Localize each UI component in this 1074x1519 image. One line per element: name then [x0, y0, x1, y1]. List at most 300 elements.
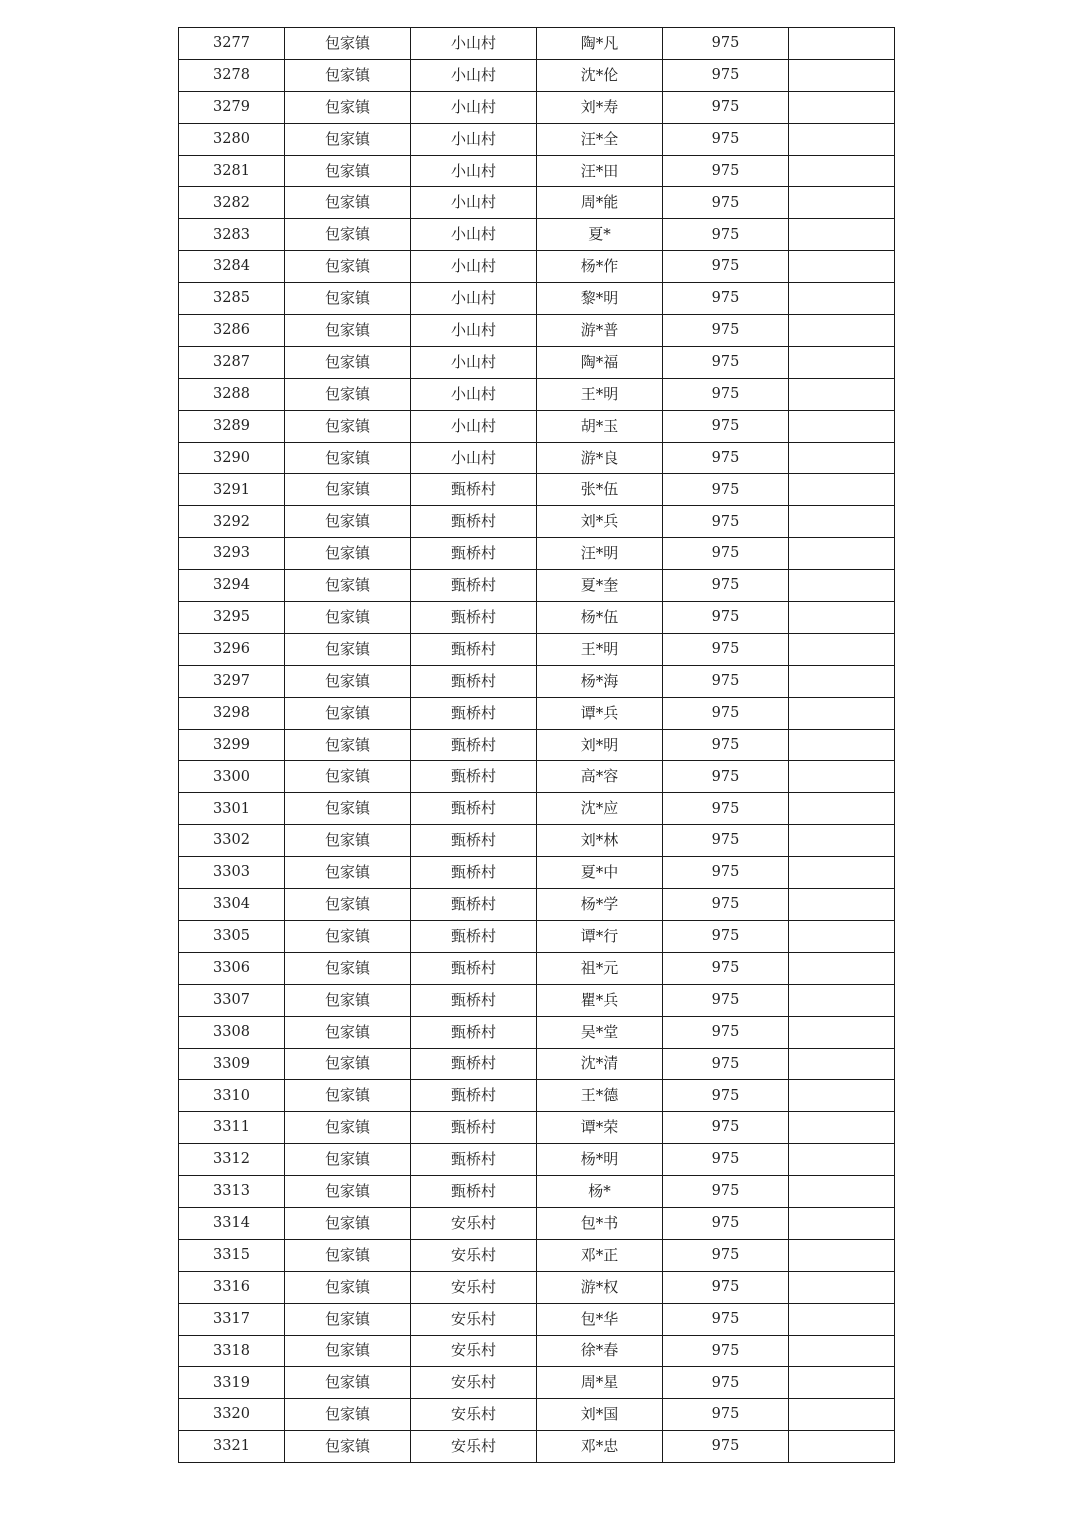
town-cell: 包家镇: [285, 793, 411, 825]
serial-number-cell: 3293: [179, 538, 285, 570]
table-row: [179, 251, 895, 283]
name-cell: 汪*明: [537, 538, 663, 570]
amount-cell: 975: [663, 665, 789, 697]
serial-number-cell: 3303: [179, 857, 285, 889]
serial-number-cell: 3301: [179, 793, 285, 825]
village-cell: 小山村: [411, 315, 537, 347]
table-row: [179, 1207, 895, 1239]
serial-number-cell: 3289: [179, 410, 285, 442]
name-cell: 刘*明: [537, 729, 663, 761]
name-cell: 游*良: [537, 442, 663, 474]
serial-number-cell: 3284: [179, 251, 285, 283]
serial-number-cell: 3315: [179, 1239, 285, 1271]
serial-number-cell: 3304: [179, 889, 285, 921]
amount-cell: 975: [663, 251, 789, 283]
serial-number-cell: 3298: [179, 697, 285, 729]
village-cell: 甄桥村: [411, 920, 537, 952]
village-cell: 甄桥村: [411, 506, 537, 538]
table-row: [179, 474, 895, 506]
name-cell: 汪*全: [537, 123, 663, 155]
amount-cell: 975: [663, 28, 789, 60]
amount-cell: 975: [663, 538, 789, 570]
serial-number-cell: 3291: [179, 474, 285, 506]
amount-cell: 975: [663, 283, 789, 315]
name-cell: 瞿*兵: [537, 984, 663, 1016]
village-cell: 安乐村: [411, 1239, 537, 1271]
town-cell: 包家镇: [285, 729, 411, 761]
village-cell: 甄桥村: [411, 474, 537, 506]
amount-cell: 975: [663, 602, 789, 634]
table-row: [179, 1239, 895, 1271]
name-cell: 杨*: [537, 1176, 663, 1208]
name-cell: 杨*伍: [537, 602, 663, 634]
village-cell: 小山村: [411, 251, 537, 283]
table-row: [179, 123, 895, 155]
town-cell: 包家镇: [285, 506, 411, 538]
amount-cell: 975: [663, 1176, 789, 1208]
name-cell: 沈*伦: [537, 59, 663, 91]
name-cell: 高*容: [537, 761, 663, 793]
note-cell: [789, 1016, 895, 1048]
serial-number-cell: 3280: [179, 123, 285, 155]
serial-number-cell: 3308: [179, 1016, 285, 1048]
note-cell: [789, 346, 895, 378]
village-cell: 小山村: [411, 410, 537, 442]
name-cell: 沈*清: [537, 1048, 663, 1080]
amount-cell: 975: [663, 570, 789, 602]
serial-number-cell: 3286: [179, 315, 285, 347]
note-cell: [789, 1431, 895, 1463]
serial-number-cell: 3282: [179, 187, 285, 219]
table-row: [179, 219, 895, 251]
name-cell: 杨*明: [537, 1144, 663, 1176]
town-cell: 包家镇: [285, 602, 411, 634]
name-cell: 刘*兵: [537, 506, 663, 538]
serial-number-cell: 3300: [179, 761, 285, 793]
town-cell: 包家镇: [285, 442, 411, 474]
table-row: [179, 665, 895, 697]
serial-number-cell: 3318: [179, 1335, 285, 1367]
amount-cell: 975: [663, 1431, 789, 1463]
note-cell: [789, 889, 895, 921]
town-cell: 包家镇: [285, 889, 411, 921]
village-cell: 安乐村: [411, 1431, 537, 1463]
table-row: [179, 506, 895, 538]
village-cell: 甄桥村: [411, 538, 537, 570]
village-cell: 小山村: [411, 123, 537, 155]
note-cell: [789, 474, 895, 506]
town-cell: 包家镇: [285, 1271, 411, 1303]
amount-cell: 975: [663, 825, 789, 857]
amount-cell: 975: [663, 187, 789, 219]
village-cell: 安乐村: [411, 1303, 537, 1335]
town-cell: 包家镇: [285, 570, 411, 602]
serial-number-cell: 3305: [179, 920, 285, 952]
village-cell: 甄桥村: [411, 570, 537, 602]
name-cell: 包*书: [537, 1207, 663, 1239]
amount-cell: 975: [663, 920, 789, 952]
note-cell: [789, 825, 895, 857]
amount-cell: 975: [663, 857, 789, 889]
roster-table: [178, 27, 895, 1463]
village-cell: 小山村: [411, 283, 537, 315]
village-cell: 甄桥村: [411, 602, 537, 634]
serial-number-cell: 3309: [179, 1048, 285, 1080]
note-cell: [789, 1144, 895, 1176]
amount-cell: 975: [663, 729, 789, 761]
name-cell: 祖*元: [537, 952, 663, 984]
serial-number-cell: 3302: [179, 825, 285, 857]
town-cell: 包家镇: [285, 378, 411, 410]
village-cell: 甄桥村: [411, 729, 537, 761]
table-row: [179, 1016, 895, 1048]
table-row: [179, 283, 895, 315]
serial-number-cell: 3296: [179, 633, 285, 665]
amount-cell: 975: [663, 984, 789, 1016]
name-cell: 汪*田: [537, 155, 663, 187]
village-cell: 甄桥村: [411, 952, 537, 984]
table-row: [179, 920, 895, 952]
amount-cell: 975: [663, 1112, 789, 1144]
name-cell: 邓*忠: [537, 1431, 663, 1463]
note-cell: [789, 602, 895, 634]
amount-cell: 975: [663, 474, 789, 506]
table-row: [179, 857, 895, 889]
note-cell: [789, 633, 895, 665]
village-cell: 甄桥村: [411, 1048, 537, 1080]
name-cell: 谭*行: [537, 920, 663, 952]
name-cell: 杨*海: [537, 665, 663, 697]
note-cell: [789, 920, 895, 952]
town-cell: 包家镇: [285, 665, 411, 697]
town-cell: 包家镇: [285, 474, 411, 506]
table-row: [179, 984, 895, 1016]
table-row: [179, 729, 895, 761]
town-cell: 包家镇: [285, 1016, 411, 1048]
name-cell: 徐*春: [537, 1335, 663, 1367]
table-row: [179, 1399, 895, 1431]
serial-number-cell: 3313: [179, 1176, 285, 1208]
name-cell: 夏*: [537, 219, 663, 251]
town-cell: 包家镇: [285, 1367, 411, 1399]
name-cell: 夏*奎: [537, 570, 663, 602]
serial-number-cell: 3307: [179, 984, 285, 1016]
table-row: [179, 442, 895, 474]
town-cell: 包家镇: [285, 857, 411, 889]
village-cell: 甄桥村: [411, 857, 537, 889]
table-row: [179, 28, 895, 60]
note-cell: [789, 59, 895, 91]
village-cell: 小山村: [411, 155, 537, 187]
table-row: [179, 1303, 895, 1335]
serial-number-cell: 3285: [179, 283, 285, 315]
village-cell: 甄桥村: [411, 1080, 537, 1112]
roster-table-container: [178, 27, 894, 1463]
amount-cell: 975: [663, 155, 789, 187]
amount-cell: 975: [663, 761, 789, 793]
serial-number-cell: 3292: [179, 506, 285, 538]
note-cell: [789, 251, 895, 283]
village-cell: 甄桥村: [411, 889, 537, 921]
table-row: [179, 602, 895, 634]
village-cell: 甄桥村: [411, 793, 537, 825]
village-cell: 甄桥村: [411, 697, 537, 729]
town-cell: 包家镇: [285, 315, 411, 347]
name-cell: 邓*正: [537, 1239, 663, 1271]
table-row: [179, 1112, 895, 1144]
village-cell: 小山村: [411, 91, 537, 123]
name-cell: 刘*林: [537, 825, 663, 857]
name-cell: 王*明: [537, 633, 663, 665]
table-row: [179, 761, 895, 793]
note-cell: [789, 1112, 895, 1144]
town-cell: 包家镇: [285, 346, 411, 378]
serial-number-cell: 3319: [179, 1367, 285, 1399]
name-cell: 王*明: [537, 378, 663, 410]
village-cell: 甄桥村: [411, 984, 537, 1016]
table-row: [179, 315, 895, 347]
town-cell: 包家镇: [285, 825, 411, 857]
table-row: [179, 378, 895, 410]
note-cell: [789, 1048, 895, 1080]
amount-cell: 975: [663, 123, 789, 155]
name-cell: 黎*明: [537, 283, 663, 315]
name-cell: 沈*应: [537, 793, 663, 825]
note-cell: [789, 1176, 895, 1208]
note-cell: [789, 410, 895, 442]
name-cell: 刘*国: [537, 1399, 663, 1431]
town-cell: 包家镇: [285, 538, 411, 570]
town-cell: 包家镇: [285, 1207, 411, 1239]
table-row: [179, 346, 895, 378]
town-cell: 包家镇: [285, 1431, 411, 1463]
name-cell: 周*星: [537, 1367, 663, 1399]
amount-cell: 975: [663, 1271, 789, 1303]
table-body: [179, 28, 895, 1463]
note-cell: [789, 1367, 895, 1399]
town-cell: 包家镇: [285, 633, 411, 665]
serial-number-cell: 3299: [179, 729, 285, 761]
serial-number-cell: 3279: [179, 91, 285, 123]
town-cell: 包家镇: [285, 123, 411, 155]
village-cell: 甄桥村: [411, 761, 537, 793]
note-cell: [789, 538, 895, 570]
note-cell: [789, 315, 895, 347]
village-cell: 安乐村: [411, 1271, 537, 1303]
note-cell: [789, 442, 895, 474]
name-cell: 陶*凡: [537, 28, 663, 60]
village-cell: 甄桥村: [411, 1144, 537, 1176]
amount-cell: 975: [663, 633, 789, 665]
village-cell: 甄桥村: [411, 1016, 537, 1048]
name-cell: 周*能: [537, 187, 663, 219]
note-cell: [789, 187, 895, 219]
note-cell: [789, 91, 895, 123]
name-cell: 谭*兵: [537, 697, 663, 729]
town-cell: 包家镇: [285, 1303, 411, 1335]
village-cell: 安乐村: [411, 1367, 537, 1399]
amount-cell: 975: [663, 1016, 789, 1048]
serial-number-cell: 3321: [179, 1431, 285, 1463]
village-cell: 小山村: [411, 346, 537, 378]
town-cell: 包家镇: [285, 410, 411, 442]
note-cell: [789, 952, 895, 984]
note-cell: [789, 1399, 895, 1431]
name-cell: 包*华: [537, 1303, 663, 1335]
serial-number-cell: 3290: [179, 442, 285, 474]
note-cell: [789, 761, 895, 793]
table-row: [179, 1335, 895, 1367]
town-cell: 包家镇: [285, 1335, 411, 1367]
table-row: [179, 538, 895, 570]
village-cell: 甄桥村: [411, 1112, 537, 1144]
town-cell: 包家镇: [285, 91, 411, 123]
village-cell: 安乐村: [411, 1335, 537, 1367]
village-cell: 小山村: [411, 378, 537, 410]
village-cell: 甄桥村: [411, 1176, 537, 1208]
note-cell: [789, 1239, 895, 1271]
amount-cell: 975: [663, 410, 789, 442]
amount-cell: 975: [663, 378, 789, 410]
amount-cell: 975: [663, 1239, 789, 1271]
serial-number-cell: 3277: [179, 28, 285, 60]
village-cell: 安乐村: [411, 1207, 537, 1239]
table-row: [179, 410, 895, 442]
serial-number-cell: 3287: [179, 346, 285, 378]
note-cell: [789, 1303, 895, 1335]
table-row: [179, 187, 895, 219]
name-cell: 吴*堂: [537, 1016, 663, 1048]
serial-number-cell: 3320: [179, 1399, 285, 1431]
note-cell: [789, 793, 895, 825]
note-cell: [789, 506, 895, 538]
note-cell: [789, 28, 895, 60]
amount-cell: 975: [663, 91, 789, 123]
town-cell: 包家镇: [285, 283, 411, 315]
town-cell: 包家镇: [285, 984, 411, 1016]
table-row: [179, 889, 895, 921]
serial-number-cell: 3294: [179, 570, 285, 602]
name-cell: 张*伍: [537, 474, 663, 506]
name-cell: 夏*中: [537, 857, 663, 889]
town-cell: 包家镇: [285, 59, 411, 91]
village-cell: 小山村: [411, 219, 537, 251]
note-cell: [789, 984, 895, 1016]
table-row: [179, 1271, 895, 1303]
amount-cell: 975: [663, 59, 789, 91]
note-cell: [789, 697, 895, 729]
table-row: [179, 155, 895, 187]
village-cell: 小山村: [411, 187, 537, 219]
serial-number-cell: 3316: [179, 1271, 285, 1303]
town-cell: 包家镇: [285, 155, 411, 187]
village-cell: 甄桥村: [411, 825, 537, 857]
serial-number-cell: 3314: [179, 1207, 285, 1239]
table-row: [179, 1176, 895, 1208]
table-row: [179, 793, 895, 825]
note-cell: [789, 729, 895, 761]
note-cell: [789, 1271, 895, 1303]
note-cell: [789, 283, 895, 315]
village-cell: 小山村: [411, 59, 537, 91]
serial-number-cell: 3310: [179, 1080, 285, 1112]
town-cell: 包家镇: [285, 219, 411, 251]
amount-cell: 975: [663, 1207, 789, 1239]
serial-number-cell: 3288: [179, 378, 285, 410]
amount-cell: 975: [663, 697, 789, 729]
amount-cell: 975: [663, 952, 789, 984]
note-cell: [789, 219, 895, 251]
note-cell: [789, 857, 895, 889]
serial-number-cell: 3283: [179, 219, 285, 251]
town-cell: 包家镇: [285, 761, 411, 793]
note-cell: [789, 1335, 895, 1367]
table-row: [179, 1431, 895, 1463]
amount-cell: 975: [663, 793, 789, 825]
table-row: [179, 633, 895, 665]
name-cell: 杨*学: [537, 889, 663, 921]
serial-number-cell: 3278: [179, 59, 285, 91]
table-row: [179, 697, 895, 729]
name-cell: 刘*寿: [537, 91, 663, 123]
town-cell: 包家镇: [285, 251, 411, 283]
amount-cell: 975: [663, 315, 789, 347]
amount-cell: 975: [663, 1144, 789, 1176]
table-row: [179, 1144, 895, 1176]
name-cell: 杨*作: [537, 251, 663, 283]
village-cell: 安乐村: [411, 1399, 537, 1431]
town-cell: 包家镇: [285, 952, 411, 984]
serial-number-cell: 3295: [179, 602, 285, 634]
serial-number-cell: 3281: [179, 155, 285, 187]
town-cell: 包家镇: [285, 28, 411, 60]
note-cell: [789, 570, 895, 602]
town-cell: 包家镇: [285, 920, 411, 952]
village-cell: 甄桥村: [411, 633, 537, 665]
serial-number-cell: 3317: [179, 1303, 285, 1335]
amount-cell: 975: [663, 442, 789, 474]
village-cell: 小山村: [411, 442, 537, 474]
amount-cell: 975: [663, 889, 789, 921]
amount-cell: 975: [663, 1399, 789, 1431]
town-cell: 包家镇: [285, 1399, 411, 1431]
table-row: [179, 825, 895, 857]
note-cell: [789, 378, 895, 410]
town-cell: 包家镇: [285, 1239, 411, 1271]
serial-number-cell: 3306: [179, 952, 285, 984]
village-cell: 小山村: [411, 28, 537, 60]
table-row: [179, 952, 895, 984]
table-row: [179, 1367, 895, 1399]
note-cell: [789, 1207, 895, 1239]
name-cell: 谭*荣: [537, 1112, 663, 1144]
town-cell: 包家镇: [285, 1080, 411, 1112]
amount-cell: 975: [663, 1303, 789, 1335]
note-cell: [789, 155, 895, 187]
town-cell: 包家镇: [285, 1176, 411, 1208]
note-cell: [789, 123, 895, 155]
amount-cell: 975: [663, 506, 789, 538]
name-cell: 王*德: [537, 1080, 663, 1112]
town-cell: 包家镇: [285, 187, 411, 219]
name-cell: 陶*福: [537, 346, 663, 378]
name-cell: 胡*玉: [537, 410, 663, 442]
table-row: [179, 59, 895, 91]
table-row: [179, 1080, 895, 1112]
serial-number-cell: 3312: [179, 1144, 285, 1176]
amount-cell: 975: [663, 1080, 789, 1112]
amount-cell: 975: [663, 346, 789, 378]
